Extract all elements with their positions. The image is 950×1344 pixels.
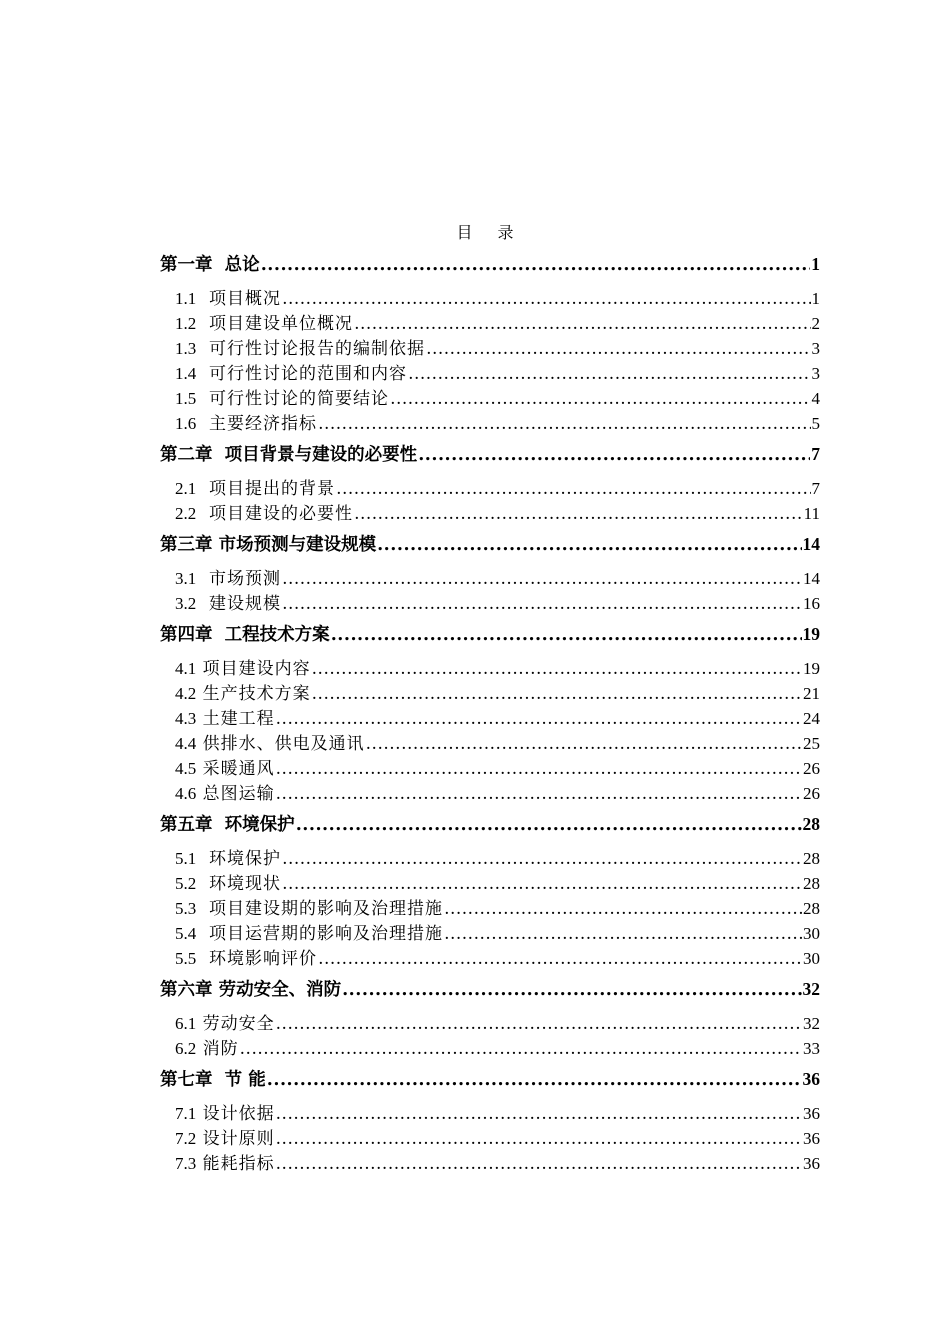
section-label xyxy=(175,1151,275,1177)
dot-leader xyxy=(354,502,803,527)
dot-leader xyxy=(276,782,802,807)
section-label xyxy=(175,781,275,807)
dot-leader xyxy=(282,872,802,897)
section-label xyxy=(175,1036,239,1062)
section-number: 1.3 xyxy=(175,339,197,358)
dot-leader xyxy=(282,567,802,592)
toc-section-entry[interactable] xyxy=(160,921,820,946)
section-page-number: 24 xyxy=(803,709,820,728)
toc-section-entry[interactable] xyxy=(160,411,820,436)
section-number: 3.1 xyxy=(175,569,197,588)
toc-chapter-entry[interactable] xyxy=(160,252,820,276)
section-number: 1.5 xyxy=(175,389,197,408)
section-title: 项目建设内容 xyxy=(196,659,311,679)
toc-section-entry[interactable] xyxy=(160,706,820,731)
dot-leader xyxy=(336,477,810,502)
section-label xyxy=(175,871,281,897)
section-page-number: 2 xyxy=(811,314,820,333)
section-page-number: 36 xyxy=(803,1129,820,1148)
dot-leader xyxy=(408,362,810,387)
section-number: 5.3 xyxy=(175,899,197,918)
section-number: 7.2 xyxy=(175,1129,197,1148)
section-number: 5.4 xyxy=(175,924,197,943)
section-label xyxy=(175,386,389,412)
dot-leader xyxy=(318,947,802,972)
chapter-page-number: 36 xyxy=(802,1069,820,1089)
section-title: 项目提出的背景 xyxy=(196,479,336,499)
chapter-page-number: 28 xyxy=(802,814,820,834)
toc-section-entry[interactable] xyxy=(160,1101,820,1126)
dot-leader xyxy=(276,707,802,732)
dot-leader xyxy=(342,978,801,1002)
section-page-number: 1 xyxy=(811,289,820,308)
toc-title: 目 录 xyxy=(456,223,524,242)
section-title: 项目建设期的影响及治理措施 xyxy=(196,899,444,919)
section-title: 劳动安全 xyxy=(196,1014,275,1034)
dot-leader xyxy=(267,1068,802,1092)
section-number: 4.4 xyxy=(175,734,197,753)
dot-leader xyxy=(282,287,810,312)
dot-leader xyxy=(282,847,802,872)
section-title: 市场预测 xyxy=(196,569,282,589)
section-label xyxy=(175,566,281,592)
section-label xyxy=(175,656,311,682)
section-number: 4.5 xyxy=(175,759,197,778)
section-page-number: 4 xyxy=(811,389,820,408)
section-title: 项目概况 xyxy=(196,289,282,309)
toc-section-entry[interactable] xyxy=(160,946,820,971)
dot-leader xyxy=(276,757,802,782)
section-page-number: 7 xyxy=(811,479,820,498)
toc-section-entry[interactable] xyxy=(160,591,820,616)
chapter-page-number: 32 xyxy=(802,979,820,999)
chapter-page-number: 14 xyxy=(802,534,820,554)
toc-section-entry[interactable] xyxy=(160,501,820,526)
chapter-title: 第四章 工程技术方案 xyxy=(160,625,330,645)
section-page-number: 28 xyxy=(803,874,820,893)
section-label xyxy=(175,706,275,732)
section-number: 5.2 xyxy=(175,874,197,893)
toc-chapter-entry[interactable] xyxy=(160,1067,820,1091)
section-label xyxy=(175,731,365,757)
section-title: 项目建设的必要性 xyxy=(196,504,354,524)
dot-leader xyxy=(377,533,801,557)
toc-section-entry[interactable] xyxy=(160,896,820,921)
dot-leader xyxy=(312,657,802,682)
section-page-number: 14 xyxy=(803,569,820,588)
section-label xyxy=(175,896,443,922)
section-title: 设计依据 xyxy=(196,1104,275,1124)
section-label xyxy=(175,921,443,947)
section-label xyxy=(175,336,425,362)
section-number: 4.3 xyxy=(175,709,197,728)
section-number: 7.1 xyxy=(175,1104,197,1123)
section-title: 生产技术方案 xyxy=(196,684,311,704)
dot-leader xyxy=(282,592,802,617)
section-page-number: 26 xyxy=(803,759,820,778)
section-title: 可行性讨论报告的编制依据 xyxy=(196,339,426,359)
toc-section-entry[interactable] xyxy=(160,361,820,386)
section-number: 6.2 xyxy=(175,1039,197,1058)
section-page-number: 16 xyxy=(803,594,820,613)
section-page-number: 30 xyxy=(803,949,820,968)
section-title: 供排水、供电及通讯 xyxy=(196,734,365,754)
section-label xyxy=(175,476,335,502)
dot-leader xyxy=(354,312,810,337)
chapter-title: 第五章 环境保护 xyxy=(160,815,295,835)
dot-leader xyxy=(390,387,810,412)
section-label xyxy=(175,946,317,972)
toc-chapter-entry[interactable] xyxy=(160,442,820,466)
section-label xyxy=(175,681,311,707)
dot-leader xyxy=(331,623,802,647)
toc-section-entry[interactable] xyxy=(160,386,820,411)
section-title: 土建工程 xyxy=(196,709,275,729)
section-label xyxy=(175,1011,275,1037)
toc-section-entry[interactable] xyxy=(160,566,820,591)
chapter-title: 第一章 总论 xyxy=(160,255,260,275)
section-number: 5.5 xyxy=(175,949,197,968)
toc-section-entry[interactable] xyxy=(160,311,820,336)
section-number: 4.6 xyxy=(175,784,197,803)
toc-chapter-entry[interactable] xyxy=(160,622,820,646)
section-title: 建设规模 xyxy=(196,594,282,614)
toc-section-entry[interactable] xyxy=(160,1011,820,1036)
section-page-number: 28 xyxy=(803,849,820,868)
toc-section-entry[interactable] xyxy=(160,1126,820,1151)
toc-chapter-entry[interactable] xyxy=(160,977,820,1001)
chapter-page-number: 1 xyxy=(811,254,820,274)
section-page-number: 36 xyxy=(803,1154,820,1173)
dot-leader xyxy=(426,337,810,362)
dot-leader xyxy=(312,682,802,707)
section-page-number: 26 xyxy=(803,784,820,803)
section-title: 能耗指标 xyxy=(196,1154,275,1174)
section-title: 项目运营期的影响及治理措施 xyxy=(196,924,444,944)
section-label xyxy=(175,286,281,312)
toc-chapter-entry[interactable] xyxy=(160,812,820,836)
toc-section-entry[interactable] xyxy=(160,681,820,706)
toc-section-entry[interactable] xyxy=(160,476,820,501)
section-page-number: 5 xyxy=(811,414,820,433)
section-title: 项目建设单位概况 xyxy=(196,314,354,334)
section-page-number: 33 xyxy=(803,1039,820,1058)
section-title: 环境保护 xyxy=(196,849,282,869)
dot-leader xyxy=(296,813,802,837)
section-title: 主要经济指标 xyxy=(196,414,318,434)
section-number: 1.2 xyxy=(175,314,197,333)
toc-section-entry[interactable] xyxy=(160,731,820,756)
dot-leader xyxy=(276,1102,802,1127)
dot-leader xyxy=(240,1037,802,1062)
section-title: 可行性讨论的简要结论 xyxy=(196,389,390,409)
section-number: 6.1 xyxy=(175,1014,197,1033)
toc-section-entry[interactable] xyxy=(160,656,820,681)
section-title: 消防 xyxy=(196,1039,239,1059)
dot-leader xyxy=(276,1127,802,1152)
section-label xyxy=(175,411,317,437)
section-page-number: 25 xyxy=(803,734,820,753)
section-label xyxy=(175,361,407,387)
toc-section-entry[interactable] xyxy=(160,846,820,871)
dot-leader xyxy=(276,1012,802,1037)
section-number: 4.1 xyxy=(175,659,197,678)
section-number: 3.2 xyxy=(175,594,197,613)
chapter-page-number: 19 xyxy=(802,624,820,644)
section-page-number: 3 xyxy=(811,339,820,358)
section-page-number: 19 xyxy=(803,659,820,678)
section-page-number: 11 xyxy=(803,504,820,523)
chapter-page-number: 7 xyxy=(811,444,820,464)
section-page-number: 3 xyxy=(811,364,820,383)
toc-section-entry[interactable] xyxy=(160,1151,820,1176)
dot-leader xyxy=(366,732,802,757)
section-title: 采暖通风 xyxy=(196,759,275,779)
dot-leader xyxy=(261,253,811,277)
chapter-title: 第二章 项目背景与建设的必要性 xyxy=(160,445,418,465)
toc-section-entry[interactable] xyxy=(160,871,820,896)
section-title: 环境影响评价 xyxy=(196,949,318,969)
toc-section-entry[interactable] xyxy=(160,336,820,361)
toc-section-entry[interactable] xyxy=(160,756,820,781)
chapter-title: 第七章 节 能 xyxy=(160,1070,266,1090)
section-number: 1.1 xyxy=(175,289,197,308)
dot-leader xyxy=(276,1152,802,1177)
section-label xyxy=(175,846,281,872)
chapter-title: 第六章 劳动安全、消防 xyxy=(160,980,342,1000)
dot-leader xyxy=(418,443,810,467)
section-title: 环境现状 xyxy=(196,874,282,894)
section-number: 1.6 xyxy=(175,414,197,433)
section-page-number: 36 xyxy=(803,1104,820,1123)
section-title: 可行性讨论的范围和内容 xyxy=(196,364,408,384)
section-title: 设计原则 xyxy=(196,1129,275,1149)
section-label xyxy=(175,1126,275,1152)
section-number: 4.2 xyxy=(175,684,197,703)
section-number: 2.2 xyxy=(175,504,197,523)
section-page-number: 28 xyxy=(803,899,820,918)
table-of-contents xyxy=(160,252,820,1176)
section-label xyxy=(175,591,281,617)
section-label xyxy=(175,1101,275,1127)
section-number: 1.4 xyxy=(175,364,197,383)
dot-leader xyxy=(318,412,810,437)
section-number: 5.1 xyxy=(175,849,197,868)
section-page-number: 30 xyxy=(803,924,820,943)
section-label xyxy=(175,756,275,782)
toc-section-entry[interactable] xyxy=(160,781,820,806)
toc-section-entry[interactable] xyxy=(160,286,820,311)
toc-chapter-entry[interactable] xyxy=(160,532,820,556)
section-page-number: 32 xyxy=(803,1014,820,1033)
section-label xyxy=(175,311,353,337)
toc-section-entry[interactable] xyxy=(160,1036,820,1061)
section-number: 2.1 xyxy=(175,479,197,498)
dot-leader xyxy=(444,897,802,922)
section-number: 7.3 xyxy=(175,1154,197,1173)
dot-leader xyxy=(444,922,802,947)
section-label xyxy=(175,501,353,527)
section-page-number: 21 xyxy=(803,684,820,703)
section-title: 总图运输 xyxy=(196,784,275,804)
chapter-title: 第三章 市场预测与建设规模 xyxy=(160,535,377,555)
